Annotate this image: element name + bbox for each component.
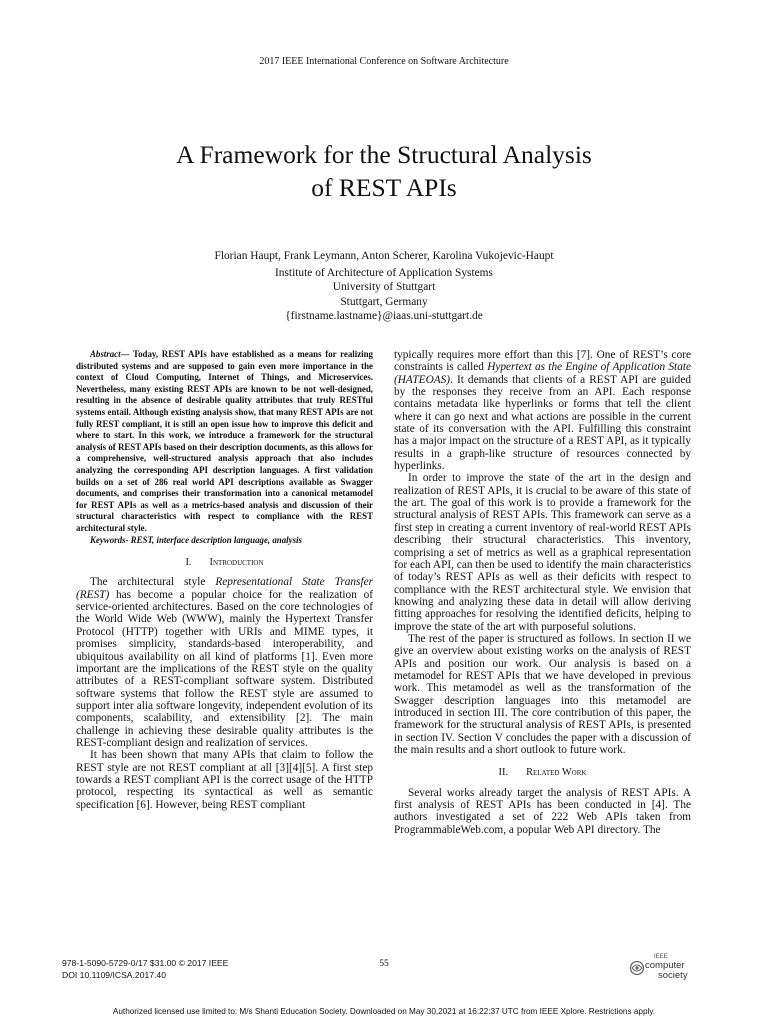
abstract-text: Today, REST APIs have established as a means for realizing distributed systems and are supposed to gain even more importance in the context of Cloud Computing, Internet of Things, and Microservices. Nevertheless, many existing REST APIs are known to be not well-designed, resulting in the absence of desirable quality attributes that truly RESTful systems entail. Although existing analysis show, that many REST APIs are not fully REST compliant, it is still an open issue how to improve this deficit and where to start. In this work, we introduce a framework for the structural analysis of REST APIs based on their description documents, as this allows for a comprehensive, well-structured analysis approach that also includes analyzing the corresponding API description languages. A first validation builds on a set of 286 real world API descriptions available as Swagger documents, and comprises their transformation into a canonical metamodel for REST APIs as well as a metrics-based analysis and discussion of their structural characteristics with respect to compliance with the REST architectural style. <box>76 349 373 533</box>
section-number: II. <box>498 767 509 779</box>
logo-ieee-text: IEEE <box>654 954 668 960</box>
license-notice: Authorized licensed use limited to: M/s Shanti Education Society. Downloaded on May 30,2021 at 16:22:37 UTC from IEEE Xplore. Restrictions apply. <box>112 1007 656 1016</box>
logo-computer-text: computer <box>645 960 685 971</box>
emphasis-run: Representational State Transfer (REST) <box>76 576 373 601</box>
ieee-computer-society-logo <box>628 951 690 981</box>
section-title: Introduction <box>209 557 264 569</box>
related-paragraph-1: Several works already target the analysis of REST APIs. A first analysis of REST APIs has been conducted in [4]. The authors investigated a set of 222 Web APIs taken from ProgrammableWeb.com, a popular Web API directory. The <box>394 786 691 836</box>
title-line-1: A Framework for the Structural Analysis <box>176 140 592 169</box>
title-line-2: of REST APIs <box>311 173 457 202</box>
footer-doi: DOI 10.1109/ICSA.2017.40 <box>62 970 166 980</box>
affiliation-university: University of Stuttgart <box>332 281 436 294</box>
conference-header: 2017 IEEE International Conference on Software Architecture <box>259 56 509 67</box>
abstract <box>76 349 373 535</box>
right-column <box>394 349 691 836</box>
intro-paragraph-3 <box>394 349 691 472</box>
keywords: Keywords- REST, interface description language, analysis <box>90 534 302 545</box>
intro-paragraph-5: The rest of the paper is structured as follows. In section II we give an overview about existing works on the analysis of REST APIs and position our work. Our analysis is based on a metamodel for REST APIs that we have developed in previous work. This metamodel as well as the transformation of the Swagger description languages into this metamodel are introduced in section III. The core contribution of this paper, the framework for the structural analysis of REST APIs, is presented in section IV. Section V concludes the paper with a discussion of the main results and a short outlook to future work. <box>394 632 691 756</box>
intro-paragraph-4: In order to improve the state of the art in the design and realization of REST APIs, it is crucial to be aware of this state of the art. The goal of this work is to provide a framework for the structural analysis of REST APIs. This framework can serve as a first step in creating a current inventory of real-world REST APIs describing their structural characteristics. This inventory, comprising a set of metrics as well as a graphical representation for each API, can then be used to identify the main characteristics of today’s REST APIs as well as their deficits with respect to compliance with the REST architectural style. We envision that knowing and analyzing these data in detail will allow deriving fitting approaches for resolving the identified deficits, helping to improve the state of the art with purposeful solutions. <box>394 472 691 633</box>
abstract-label: Abstract <box>90 349 121 359</box>
section-heading-related-work <box>394 767 691 779</box>
left-column <box>76 349 373 811</box>
affiliation-email: {firstname.lastname}@iaas.uni-stuttgart.de <box>285 310 483 323</box>
section-title: Related Work <box>526 767 587 779</box>
emphasis-run: Hypertext as the Engine of Application State (HATEOAS) <box>394 361 692 386</box>
footer-isbn: 978-1-5090-5729-0/17 $31.00 © 2017 IEEE <box>62 958 229 968</box>
text-run: typically requires more effort than this [7]. One of REST’s core constraints is called <box>394 349 691 374</box>
intro-paragraph-1 <box>76 576 373 749</box>
intro-paragraph-2: It has been shown that many APIs that claim to follow the REST style are not REST compliant at all [3][4][5]. A first step towards a REST compliant API is the correct usage of the HTTP protocol, respecting its syntactical as well as semantic specification [6]. However, being REST compliant <box>76 749 373 811</box>
text-run: has become a popular choice for the realization of service-oriented architectures. Based on the core technologies of the World Wide Web (WWW), mainly the Hypertext Transfer Protocol (HTTP) together with URIs and MIME types, it promises simplicity, standards-based interoperability, and ubiquitous availability on all kind of platforms [1]. Even more important are the implications of the REST style on the quality attributes of a REST-compliant software system. Distributed software systems that follow the REST style are assumed to support inter alia software longevity, independent evolution of its components, scalability, and extensibility [2]. The main challenge in achieving these desirable quality attributes is the REST-compliant design and realization of services. <box>76 588 373 749</box>
text-run: . It demands that clients of a REST API are guided by the responses they receive from an API. Each response contains metadata like hyperlinks or forms that tell the client where it can go next and what actions are possible in the current state of its conversation with the API. Fulfilling this constraint has a major impact on the structure of a REST API, as it typically results in a graph-like structure of resources connected by hyperlinks. <box>394 373 691 473</box>
affiliation-city: Stuttgart, Germany <box>340 295 428 308</box>
logo-society-text: society <box>658 970 688 981</box>
affiliation-institute: Institute of Architecture of Application Systems <box>275 267 493 279</box>
author-list: Florian Haupt, Frank Leymann, Anton Scherer, Karolina Vukojevic-Haupt <box>214 250 554 262</box>
logo-swirl-icon <box>631 962 644 975</box>
page-number: 55 <box>379 958 389 969</box>
section-heading-introduction <box>76 557 373 569</box>
text-run: The architectural style <box>90 576 216 589</box>
affiliation-block <box>0 266 768 324</box>
abstract-dash: — <box>120 349 134 359</box>
section-number: I. <box>185 557 192 569</box>
paper-title <box>0 138 768 204</box>
